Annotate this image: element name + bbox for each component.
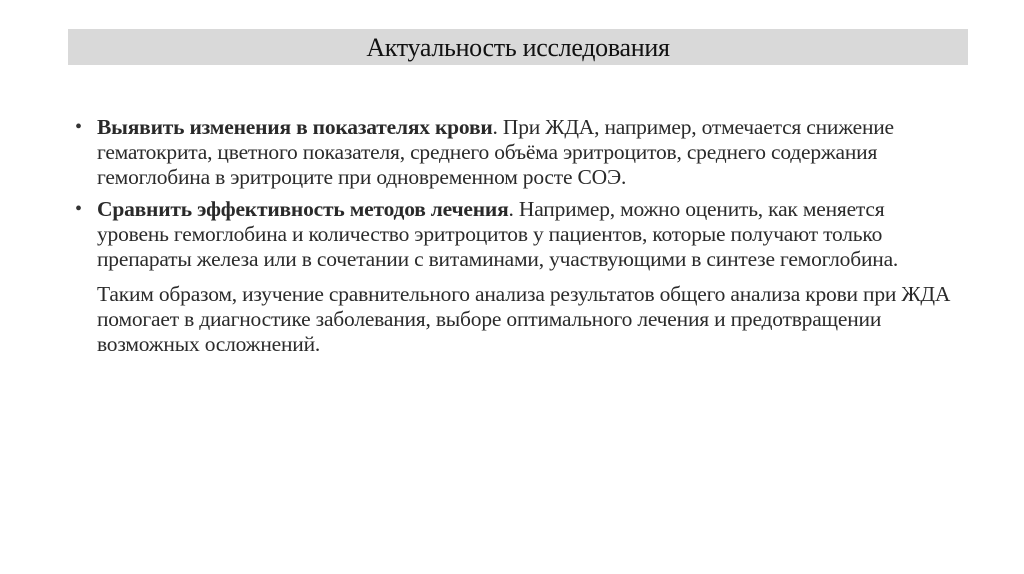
bullet-item-blood-indicators [72, 115, 952, 190]
slide-content [72, 115, 952, 357]
bullet-item-treatment-methods [72, 197, 952, 272]
slide-title-bar [68, 29, 968, 65]
bullet-heading: Сравнить эффективность методов лечения [97, 197, 509, 221]
slide-title: Актуальность исследования [366, 33, 670, 62]
bullet-icon: • [75, 116, 82, 138]
bullet-heading: Выявить изменения в показателях крови [97, 115, 493, 139]
bullet-body: . Например, можно оценить, как меняется уровень гемоглобина и количество эритроцитов у пациентов, которые получают только препараты железа или в сочетании с витаминами, участвующими в синтезе гемоглобина. [97, 197, 899, 271]
bullet-icon: • [75, 198, 82, 220]
bullet-body: . При ЖДА, например, отмечается снижение гематокрита, цветного показателя, среднего объёма эритроцитов, среднего содержания гемоглобина в эритроците при одновременном росте СОЭ. [97, 115, 894, 189]
conclusion-paragraph: Таким образом, изучение сравнительного анализа результатов общего анализа крови при ЖДА помогает в диагностике заболевания, выборе оптимального лечения и предотвращении возможных осложнений. [97, 282, 951, 356]
